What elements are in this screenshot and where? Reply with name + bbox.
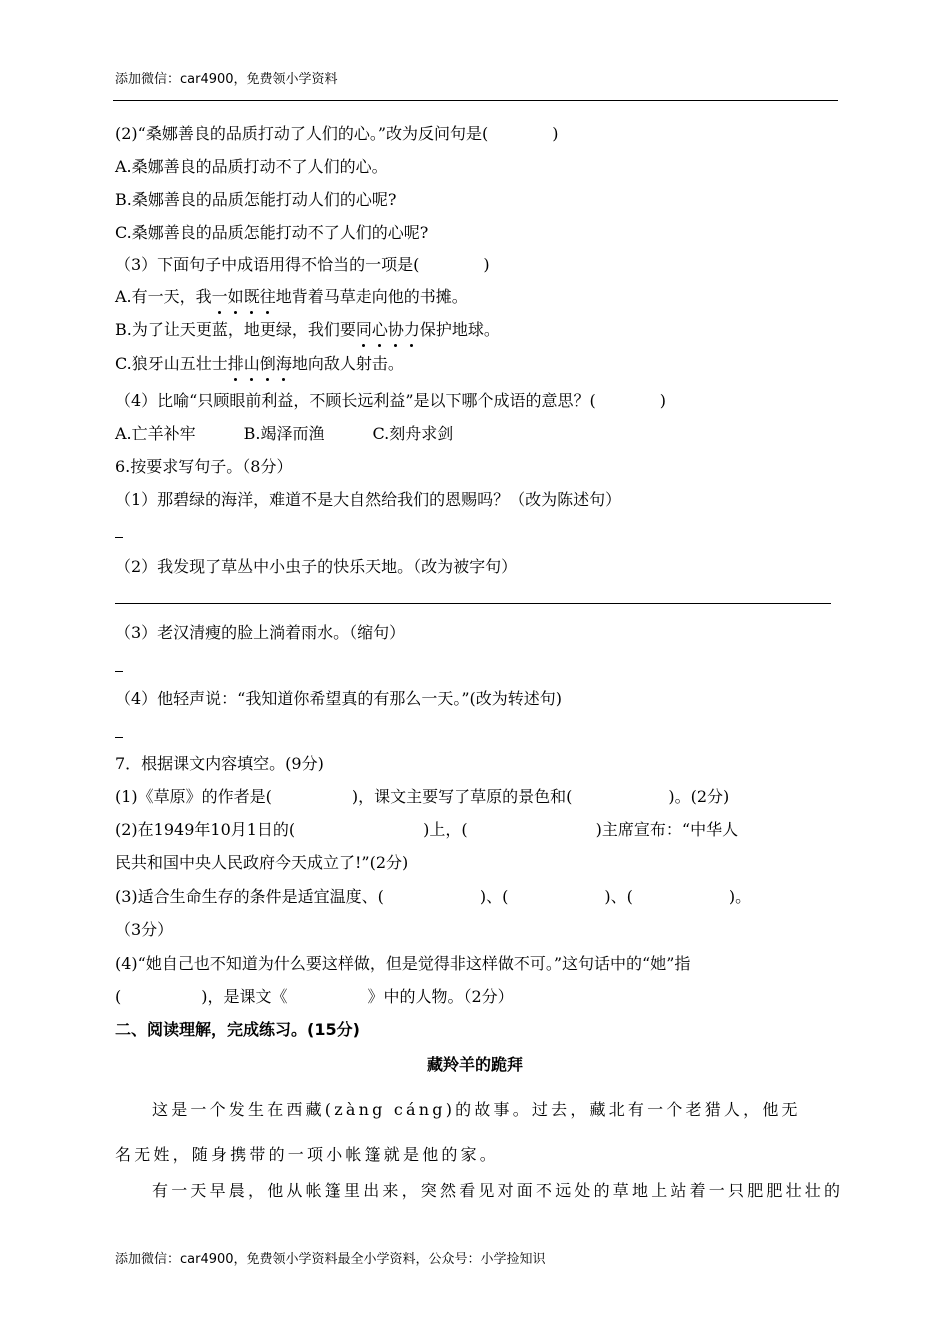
passage-title: 藏羚羊的跪拜 (426, 1055, 523, 1074)
q7-line-2: (2)在1949年10月1日的( )上，( )主席宣布：“中华人 (115, 820, 739, 839)
header-rule (113, 100, 838, 101)
q6-title: 6.按要求写句子。（8分） (115, 457, 293, 476)
q5-3-option-c: C.狼牙山五壮士排山倒海地向敌人射击。 (115, 354, 404, 373)
q7-line-3: 民共和国中央人民政府今天成立了!”(2分) (115, 853, 409, 872)
page-header: 添加微信：car4900，免费领小学资料 (115, 72, 338, 87)
q6-2-answer-line (115, 603, 831, 604)
q5-4-stem: （4）比喻“只顾眼前利益，不顾长远利益”是以下哪个成语的意思？( ) (115, 391, 667, 410)
q6-3-answer-line (115, 671, 123, 672)
passage-p1-cont: 名无姓，随身携带的一项小帐篷就是他的家。 (115, 1145, 500, 1164)
q7-line-4: (3)适合生命生存的条件是适宜温度、( )、( )、( )。 (115, 887, 752, 906)
q7-line-1: (1)《草原》的作者是( )，课文主要写了草原的景色和( )。(2分) (115, 787, 730, 806)
q7-line-7: ( )，是课文《 》中的人物。（2分） (115, 987, 514, 1006)
q6-2: （2）我发现了草丛中小虫子的快乐天地。（改为被字句） (115, 557, 518, 576)
q5-2-option-a: A.桑娜善良的品质打动不了人们的心。 (115, 157, 388, 176)
q7-line-6: (4)“她自己也不知道为什么要这样做，但是觉得非这样做不可。”这句话中的“她”指 (115, 954, 691, 973)
q5-3-option-a: A.有一天，我一如既往地背着马草走向他的书摊。 (115, 287, 468, 306)
q6-4: （4）他轻声说：“我知道你希望真的有那么一天。”(改为转述句) (115, 689, 563, 708)
q7-title: 7．根据课文内容填空。(9分) (115, 754, 324, 773)
q5-3-option-b: B.为了让天更蓝，地更绿，我们要同心协力保护地球。 (115, 320, 500, 339)
q5-3-stem: （3）下面句子中成语用得不恰当的一项是( ) (115, 255, 490, 274)
q6-1-answer-line (115, 537, 123, 538)
page-footer: 添加微信：car4900，免费领小学资料最全小学资料，公众号：小学捡知识 (115, 1252, 546, 1267)
passage-p2: 有一天早晨，他从帐篷里出来，突然看见对面不远处的草地上站着一只肥肥壮壮的 (152, 1181, 844, 1200)
q6-1: （1）那碧绿的海洋，难道不是大自然给我们的恩赐吗？（改为陈述句） (115, 490, 622, 509)
passage-p1: 这是一个发生在西藏(zàng cáng)的故事。过去，藏北有一个老猎人，他无 (152, 1100, 801, 1119)
q6-3: （3）老汉清瘦的脸上淌着雨水。（缩句） (115, 623, 406, 642)
q5-2-option-b: B.桑娜善良的品质怎能打动人们的心呢? (115, 190, 397, 209)
part2-heading: 二、阅读理解，完成练习。(15分) (115, 1020, 360, 1039)
q5-2-option-c: C.桑娜善良的品质怎能打动不了人们的心呢? (115, 223, 429, 242)
q5-4-options: A.亡羊补牢 B.竭泽而渔 C.刻舟求剑 (115, 424, 454, 443)
q6-4-answer-line (115, 737, 123, 738)
q7-line-5: （3分） (115, 920, 174, 939)
q5-2-stem: (2)“桑娜善良的品质打动了人们的心。”改为反问句是( ) (115, 124, 559, 143)
